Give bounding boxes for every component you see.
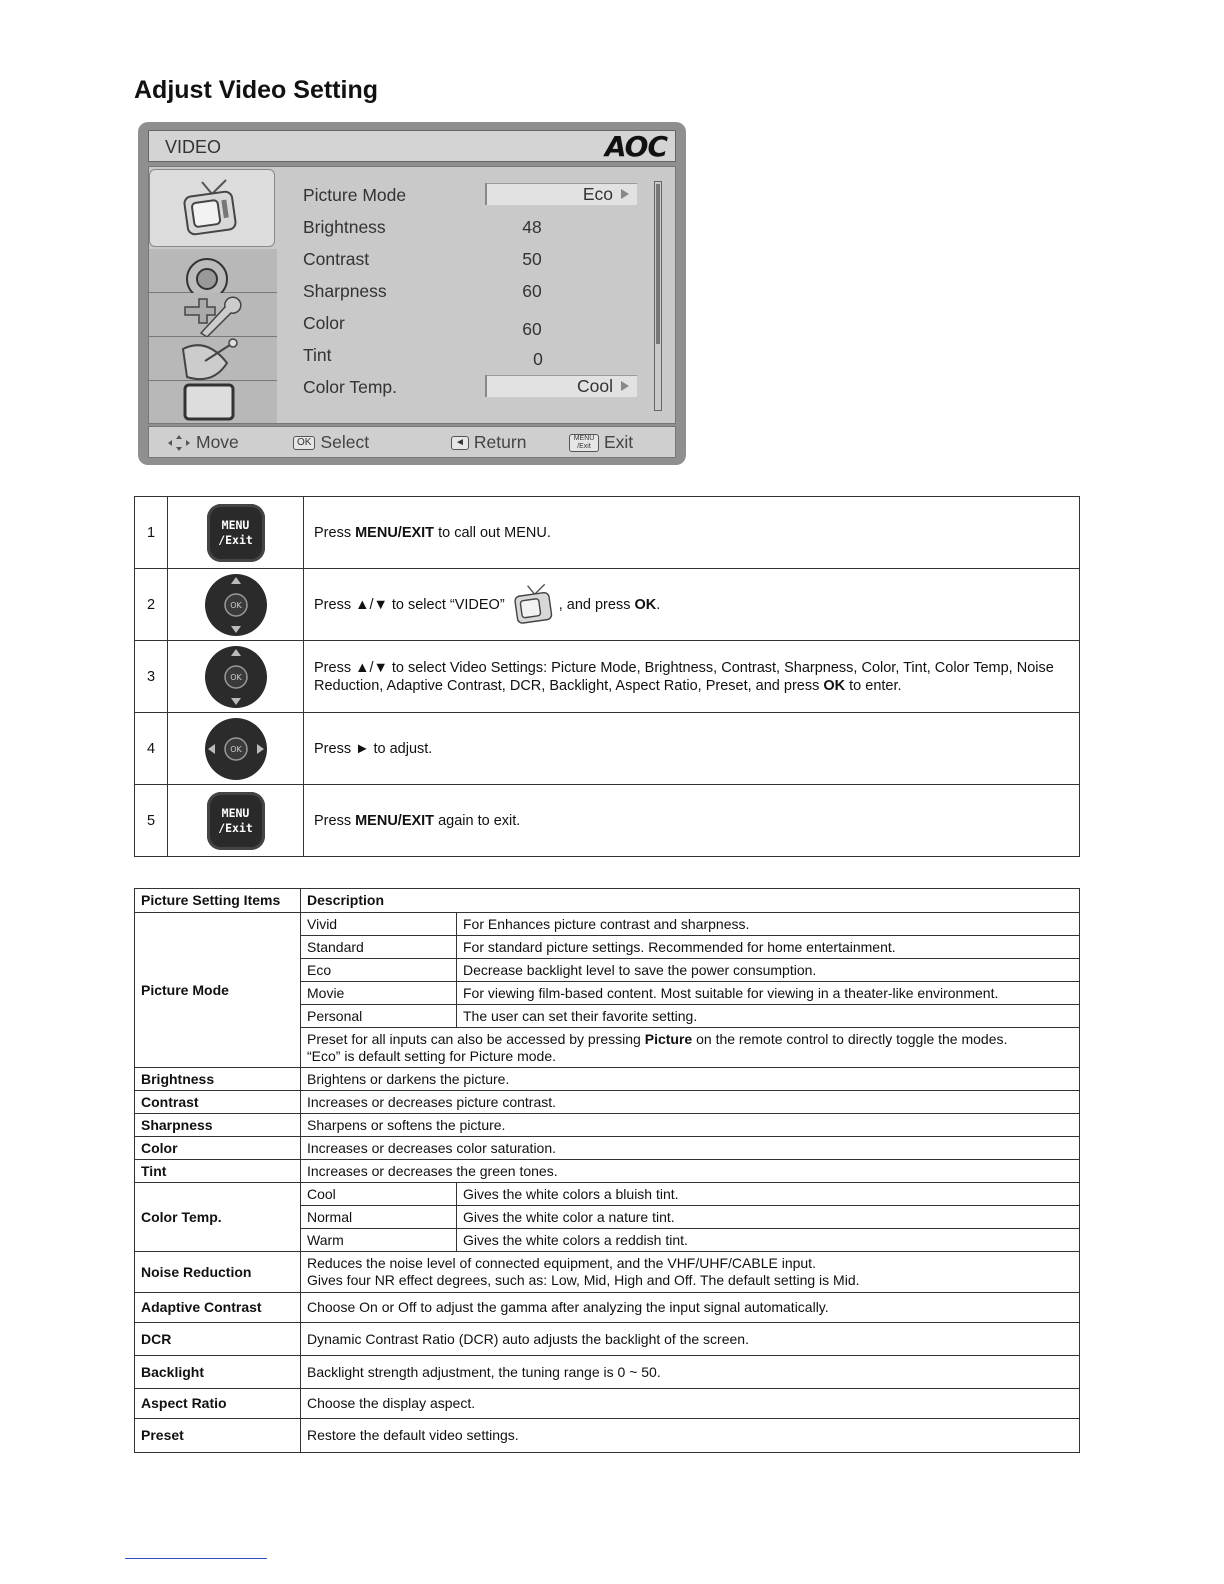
osd-row-picture-mode[interactable] — [303, 181, 643, 211]
steps-table — [134, 496, 1080, 857]
sub-description: Decrease backlight level to save the power consumption. — [457, 959, 1080, 982]
footer-select-label: Select — [320, 432, 370, 452]
table-row — [135, 1160, 1080, 1183]
step-text-part: , and press — [558, 596, 635, 613]
row-description: Sharpens or softens the picture. — [301, 1114, 1080, 1137]
row-label: Sharpness — [135, 1114, 301, 1137]
ok-dpad-leftright-icon — [204, 717, 268, 781]
sub-description: Gives the white colors a reddish tint. — [457, 1229, 1080, 1252]
svg-text:OK: OK — [229, 672, 242, 682]
step-number: 4 — [135, 713, 168, 785]
description-table — [134, 888, 1080, 1453]
satellite-icon — [177, 337, 247, 381]
row-description — [301, 1252, 1080, 1293]
row-description: Brightens or darkens the picture. — [301, 1068, 1080, 1091]
step-number: 3 — [135, 641, 168, 713]
osd-row-color[interactable] — [303, 309, 643, 339]
menu-button-line1: MENU — [221, 805, 250, 820]
row-value: 60 — [522, 281, 542, 301]
sub-description: For Enhances picture contrast and sharpness. — [457, 913, 1080, 936]
step-text-bold: MENU/EXIT — [355, 524, 435, 541]
row-label: Brightness — [135, 1068, 301, 1091]
row-value: 60 — [522, 319, 542, 339]
color-temp-selector[interactable] — [485, 375, 637, 397]
menu-exit-button-icon — [207, 504, 265, 562]
footer-move-label: Move — [196, 432, 239, 452]
row-description: Backlight strength adjustment, the tuning range is 0 ~ 50. — [301, 1356, 1080, 1389]
step-text-part: Press ▲/▼ to select Video Settings: Picture Mode, Brightness, Contrast, Sharpness, Color, Tint, Color Temp, Noise Reduction, Adaptive Contrast, DCR, Backlight, Aspect Ratio, Preset, and press — [314, 659, 1054, 694]
step-text — [304, 641, 1080, 713]
row-value: Eco — [582, 184, 613, 204]
step-text-part: . — [656, 596, 661, 613]
arrow-right-icon — [621, 381, 629, 391]
menu-exit-button-icon — [207, 792, 265, 850]
sub-item: Vivid — [301, 913, 457, 936]
row-description: Increases or decreases color saturation. — [301, 1137, 1080, 1160]
ok-dpad-updown-icon — [204, 573, 268, 637]
row-label: Color — [135, 1137, 301, 1160]
row-description: Choose the display aspect. — [301, 1389, 1080, 1419]
row-label: Color — [303, 313, 345, 333]
sub-item: Eco — [301, 959, 457, 982]
step-text-bold: OK — [634, 596, 657, 613]
category-setup[interactable] — [149, 293, 277, 337]
table-row — [135, 913, 1080, 936]
table-row — [135, 1389, 1080, 1419]
row-description: Increases or decreases the green tones. — [301, 1160, 1080, 1183]
row-label: Tint — [303, 345, 332, 365]
speaker-icon — [179, 249, 239, 293]
step-icon-cell — [168, 497, 304, 569]
sub-description: For standard picture settings. Recommended for home entertainment. — [457, 936, 1080, 959]
osd-row-tint[interactable] — [303, 341, 643, 371]
row-description: Choose On or Off to adjust the gamma after analyzing the input signal automatically. — [301, 1293, 1080, 1323]
category-display[interactable] — [149, 381, 277, 423]
osd-body — [148, 166, 676, 424]
row-label: Adaptive Contrast — [135, 1293, 301, 1323]
step-text-part: Press — [314, 524, 356, 541]
svg-text:OK: OK — [229, 744, 242, 754]
row-label: Brightness — [303, 217, 386, 237]
footer-move — [167, 432, 239, 453]
menu-button-line2: /Exit — [218, 532, 253, 547]
row-label: Backlight — [135, 1356, 301, 1389]
footer-exit-label: Exit — [604, 432, 634, 452]
step-text-bold: OK — [823, 677, 846, 694]
row-description: Dynamic Contrast Ratio (DCR) auto adjusts the backlight of the screen. — [301, 1323, 1080, 1356]
category-audio[interactable] — [149, 249, 277, 293]
sub-item: Cool — [301, 1183, 457, 1206]
sub-item: Personal — [301, 1005, 457, 1028]
header-description: Description — [301, 889, 1080, 913]
note-text: on the remote control to directly toggle the modes. — [692, 1030, 1008, 1047]
step-text — [304, 785, 1080, 857]
sub-item: Normal — [301, 1206, 457, 1229]
row-value: 50 — [522, 249, 542, 269]
osd-row-color-temp[interactable] — [303, 373, 643, 403]
step-text-part: to call out MENU. — [434, 524, 551, 541]
step-number: 2 — [135, 569, 168, 641]
table-row — [135, 1091, 1080, 1114]
row-description: Increases or decreases picture contrast. — [301, 1091, 1080, 1114]
row-description: Restore the default video settings. — [301, 1419, 1080, 1453]
step-text-part: again to exit. — [434, 812, 521, 829]
table-row — [135, 1068, 1080, 1091]
footer-return — [451, 432, 526, 453]
step-icon-cell — [168, 641, 304, 713]
step-icon-cell — [168, 569, 304, 641]
row-value: 48 — [522, 217, 542, 237]
row-label: Sharpness — [303, 281, 387, 301]
menu-button-line2: /Exit — [218, 820, 253, 835]
step-row — [135, 641, 1080, 713]
step-text-part: Press — [314, 812, 356, 829]
table-row — [135, 1114, 1080, 1137]
sub-item: Movie — [301, 982, 457, 1005]
note-text: “Eco” is default setting for Picture mode. — [307, 1047, 556, 1064]
svg-text:OK: OK — [229, 600, 242, 610]
table-row — [135, 1137, 1080, 1160]
step-row — [135, 713, 1080, 785]
monitor-icon — [181, 383, 241, 425]
scrollbar-thumb[interactable] — [656, 184, 660, 344]
step-text-part: Press ▲/▼ to select “VIDEO” — [314, 596, 509, 613]
osd-row-sharpness[interactable] — [303, 277, 643, 307]
step-number: 1 — [135, 497, 168, 569]
menu-button-line1: MENU — [221, 517, 250, 532]
step-text — [304, 569, 1080, 641]
tv-icon — [509, 581, 559, 629]
osd-header — [148, 130, 676, 162]
row-label: Contrast — [303, 249, 370, 269]
category-channel[interactable] — [149, 337, 277, 381]
row-label: Noise Reduction — [135, 1252, 301, 1293]
row-label: Contrast — [135, 1091, 301, 1114]
row-label: Preset — [135, 1419, 301, 1453]
step-row — [135, 497, 1080, 569]
step-number: 5 — [135, 785, 168, 857]
table-header-row — [135, 889, 1080, 913]
row-label: Aspect Ratio — [135, 1389, 301, 1419]
sub-description: The user can set their favorite setting. — [457, 1005, 1080, 1028]
menu-key-icon: MENU /Exit — [569, 434, 599, 452]
step-text: Press ► to adjust. — [304, 713, 1080, 785]
row-value: 0 — [533, 349, 543, 369]
note-bold: Picture — [644, 1030, 693, 1047]
row-label: DCR — [135, 1323, 301, 1356]
step-icon-cell — [168, 785, 304, 857]
table-row — [135, 1419, 1080, 1453]
step-text — [304, 497, 1080, 569]
osd-title: VIDEO — [165, 137, 222, 157]
row-label: Color Temp. — [135, 1183, 301, 1252]
tools-icon — [177, 293, 247, 337]
step-row — [135, 785, 1080, 857]
picture-mode-selector[interactable] — [485, 183, 637, 205]
move-arrows-icon — [167, 434, 191, 452]
noise-line: Reduces the noise level of connected equipment, and the VHF/UHF/CABLE input. — [307, 1255, 816, 1271]
table-row — [135, 1323, 1080, 1356]
ok-key-icon: OK — [293, 436, 315, 450]
row-label: Picture Mode — [303, 185, 407, 205]
row-label: Color Temp. — [303, 377, 398, 397]
row-value: Cool — [577, 376, 613, 396]
sub-description: Gives the white colors a bluish tint. — [457, 1183, 1080, 1206]
footer-divider — [125, 1558, 267, 1559]
noise-line: Gives four NR effect degrees, such as: Low, Mid, High and Off. The default setting is Mid. — [307, 1272, 860, 1288]
step-text-part: to enter. — [845, 677, 902, 694]
footer-return-label: Return — [473, 432, 527, 452]
row-label: Picture Mode — [135, 913, 301, 1068]
picture-mode-note — [301, 1028, 1080, 1068]
arrow-right-icon — [621, 189, 629, 199]
note-text: Preset for all inputs can also be accessed by pressing — [307, 1030, 645, 1047]
tv-icon — [176, 178, 246, 240]
table-row — [135, 1252, 1080, 1293]
osd-scrollbar[interactable] — [654, 181, 662, 411]
step-text-bold: MENU/EXIT — [355, 812, 435, 829]
sub-description: For viewing film-based content. Most suitable for viewing in a theater-like environment. — [457, 982, 1080, 1005]
header-items: Picture Setting Items — [135, 889, 301, 913]
osd-menu — [138, 122, 686, 465]
osd-row-contrast[interactable] — [303, 245, 643, 275]
osd-row-brightness[interactable] — [303, 213, 643, 243]
osd-footer — [148, 426, 676, 458]
aoc-logo: AOC — [604, 130, 667, 163]
footer-exit — [569, 432, 633, 453]
step-icon-cell — [168, 713, 304, 785]
category-video[interactable] — [149, 169, 275, 247]
page-title: Adjust Video Setting — [134, 76, 378, 104]
table-row — [135, 1356, 1080, 1389]
sub-item: Warm — [301, 1229, 457, 1252]
sub-description: Gives the white color a nature tint. — [457, 1206, 1080, 1229]
step-row — [135, 569, 1080, 641]
sub-item: Standard — [301, 936, 457, 959]
table-row — [135, 1183, 1080, 1206]
row-label: Tint — [135, 1160, 301, 1183]
table-row — [135, 1293, 1080, 1323]
return-key-icon: ◄ — [451, 436, 469, 450]
footer-select — [293, 432, 369, 453]
ok-dpad-updown-icon — [204, 645, 268, 709]
